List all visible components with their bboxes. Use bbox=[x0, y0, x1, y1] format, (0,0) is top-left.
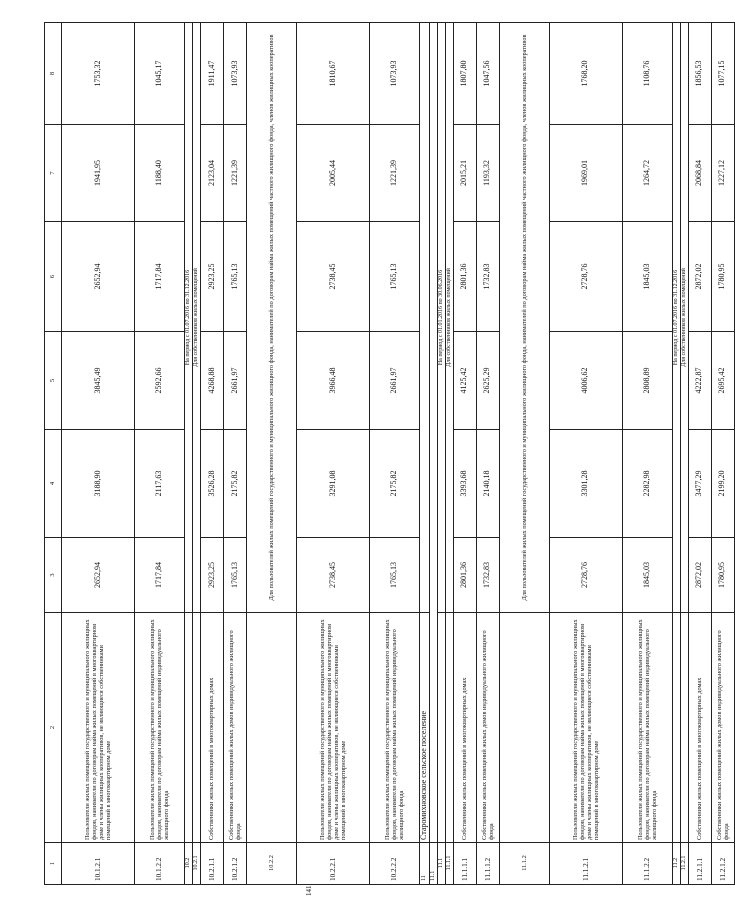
empty-cell bbox=[429, 23, 437, 843]
value-cell: 1765,13 bbox=[370, 538, 420, 613]
group-row bbox=[445, 23, 453, 885]
value-cell: 2592,66 bbox=[135, 332, 185, 430]
group-spacer bbox=[499, 613, 549, 843]
value-cell: 2661,97 bbox=[224, 332, 247, 430]
value-cell: 1768,20 bbox=[549, 23, 622, 125]
value-cell: 2123,04 bbox=[201, 125, 224, 222]
period-row bbox=[185, 23, 193, 885]
value-cell: 2282,98 bbox=[622, 430, 672, 538]
section-title: Старомихновское сельское поселение bbox=[420, 613, 430, 843]
value-cell: 4222,87 bbox=[688, 332, 711, 430]
value-cell: 2175,82 bbox=[224, 430, 247, 538]
table-row bbox=[297, 23, 370, 885]
tariff-table bbox=[44, 22, 735, 885]
value-cell: 1221,39 bbox=[370, 125, 420, 222]
row-description: Пользователи жилых помещений государственного и муниципального жилищных фондов, наниматели по договорам найма жилых помещений в многоквартирном доме и члены жилищных кооперативов, не являющиеся собственниками помещений в многоквартирном доме bbox=[62, 613, 135, 843]
row-description: Пользователи жилых помещений государственного и муниципального жилищных фондов, наниматели по договорам найма жилых помещений индивидуального жилищного фонда bbox=[370, 613, 420, 843]
row-description: Пользователи жилых помещений государственного и муниципального жилищных фондов, наниматели по договорам найма жилых помещений в многоквартирном доме и члены жилищных кооперативов, не являющиеся собственниками помещений в многоквартирном доме bbox=[549, 613, 622, 843]
value-cell: 3966,48 bbox=[297, 332, 370, 430]
group-label: Для пользователей жилых помещений государственного и муниципального жилищного фонда, нанимателей по договорам найма жилых помещений частного жилищного фонда, членов жилищных кооперативов bbox=[247, 23, 297, 613]
row-description: Пользователи жилых помещений государственного и муниципального жилищных фондов, наниматели по договорам найма жилых помещений в многоквартирном доме и члены жилищных кооперативов, не являющиеся собственниками помещений в многоквартирном доме bbox=[297, 613, 370, 843]
row-code: 11.1 bbox=[429, 843, 437, 885]
column-header: 7 bbox=[45, 125, 62, 222]
group-label: Для собственников жилых помещений bbox=[445, 23, 453, 613]
row-description: Собственники жилых помещений жилых домов индивидуального жилищного фонда bbox=[711, 613, 734, 843]
table-row bbox=[549, 23, 622, 885]
column-header: 3 bbox=[45, 538, 62, 613]
value-cell: 2728,76 bbox=[549, 222, 622, 332]
table-body bbox=[45, 23, 735, 885]
row-description: Собственники жилых помещений жилых домов индивидуального жилищного фонда bbox=[476, 613, 499, 843]
value-cell: 3845,49 bbox=[62, 332, 135, 430]
row-code: 11 bbox=[420, 843, 430, 885]
value-cell: 4268,88 bbox=[201, 332, 224, 430]
column-header: 4 bbox=[45, 430, 62, 538]
group-row bbox=[499, 23, 549, 885]
value-cell: 3188,90 bbox=[62, 430, 135, 538]
row-code: 10.2.1 bbox=[193, 843, 201, 885]
row-code: 11.2 bbox=[672, 843, 680, 885]
value-cell: 3291,08 bbox=[297, 430, 370, 538]
value-cell: 4006,62 bbox=[549, 332, 622, 430]
value-cell: 3393,68 bbox=[453, 430, 476, 538]
value-cell: 1073,93 bbox=[224, 23, 247, 125]
column-header: 6 bbox=[45, 222, 62, 332]
table-row bbox=[622, 23, 672, 885]
value-cell: 1073,93 bbox=[370, 23, 420, 125]
value-cell: 2015,21 bbox=[453, 125, 476, 222]
value-cell: 2738,45 bbox=[297, 538, 370, 613]
value-cell: 1856,53 bbox=[688, 23, 711, 125]
row-description: Пользователи жилых помещений государственного и муниципального жилищных фондов, наниматели по договорам найма жилых помещений индивидуального жилищного фонда bbox=[622, 613, 672, 843]
value-cell: 2695,42 bbox=[711, 332, 734, 430]
value-cell: 1717,84 bbox=[135, 538, 185, 613]
value-cell: 1807,80 bbox=[453, 23, 476, 125]
value-cell: 1077,15 bbox=[711, 23, 734, 125]
value-cell: 1765,13 bbox=[224, 538, 247, 613]
tariff-table-sheet bbox=[44, 23, 730, 885]
value-cell: 2923,25 bbox=[201, 538, 224, 613]
group-label: Для пользователей жилых помещений государственного и муниципального жилищного фонда, нанимателей по договорам найма жилых помещений частного жилищного фонда, членов жилищных кооперативов bbox=[499, 23, 549, 613]
row-description: Собственники жилых помещений жилых домов индивидуального жилищного фонда bbox=[224, 613, 247, 843]
value-cell: 1188,40 bbox=[135, 125, 185, 222]
column-header: 2 bbox=[45, 613, 62, 843]
value-cell: 1765,13 bbox=[224, 222, 247, 332]
value-cell: 2728,76 bbox=[549, 538, 622, 613]
value-cell: 1047,56 bbox=[476, 23, 499, 125]
empty-row bbox=[429, 23, 437, 885]
table-row bbox=[201, 23, 224, 885]
table-header-row bbox=[45, 23, 62, 885]
column-header: 5 bbox=[45, 332, 62, 430]
period-spacer bbox=[437, 613, 445, 843]
row-description: Пользователи жилых помещений государственного и муниципального жилищных фондов, наниматели по договорам найма жилых помещений индивидуального жилищного фонда bbox=[135, 613, 185, 843]
table-row bbox=[688, 23, 711, 885]
value-cell: 2923,25 bbox=[201, 222, 224, 332]
table-row bbox=[453, 23, 476, 885]
value-cell: 1753,32 bbox=[62, 23, 135, 125]
row-code: 11.2.1.1 bbox=[688, 843, 711, 885]
table-row bbox=[224, 23, 247, 885]
period-spacer bbox=[185, 613, 193, 843]
row-description: Собственники жилых помещений в многоквартирных домах bbox=[201, 613, 224, 843]
period-label: На период с 01.07.2016 по 31.12.2016 bbox=[185, 23, 193, 613]
row-code: 11.2.1 bbox=[680, 843, 688, 885]
value-cell: 1941,95 bbox=[62, 125, 135, 222]
group-row bbox=[247, 23, 297, 885]
value-cell: 1780,95 bbox=[711, 538, 734, 613]
value-cell: 3477,29 bbox=[688, 430, 711, 538]
row-code: 11.2.1.2 bbox=[711, 843, 734, 885]
value-cell: 1732,83 bbox=[476, 222, 499, 332]
period-spacer bbox=[672, 613, 680, 843]
value-cell: 2175,82 bbox=[370, 430, 420, 538]
section-spacer bbox=[420, 23, 430, 613]
value-cell: 1227,12 bbox=[711, 125, 734, 222]
value-cell: 1911,47 bbox=[201, 23, 224, 125]
row-code: 10.2.2 bbox=[247, 843, 297, 885]
group-label: Для собственников жилых помещений bbox=[680, 23, 688, 613]
value-cell: 2801,36 bbox=[453, 222, 476, 332]
row-code: 11.1.2.1 bbox=[549, 843, 622, 885]
value-cell: 2068,84 bbox=[688, 125, 711, 222]
group-spacer bbox=[680, 613, 688, 843]
group-spacer bbox=[193, 613, 201, 843]
value-cell: 1765,13 bbox=[370, 222, 420, 332]
row-code: 11.1.1 bbox=[445, 843, 453, 885]
group-spacer bbox=[247, 613, 297, 843]
value-cell: 1845,03 bbox=[622, 538, 672, 613]
value-cell: 2625,29 bbox=[476, 332, 499, 430]
row-code: 10.2.1.1 bbox=[201, 843, 224, 885]
value-cell: 2005,44 bbox=[297, 125, 370, 222]
column-header: 1 bbox=[45, 843, 62, 885]
value-cell: 2652,94 bbox=[62, 222, 135, 332]
row-code: 11.1 bbox=[437, 843, 445, 885]
group-label: Для собственников жилых помещений bbox=[193, 23, 201, 613]
row-code: 10.2 bbox=[185, 843, 193, 885]
period-row bbox=[437, 23, 445, 885]
group-row bbox=[680, 23, 688, 885]
value-cell: 1845,03 bbox=[622, 222, 672, 332]
period-label: На период с 01.01.2016 по 30.06.2016 bbox=[437, 23, 445, 613]
table-row bbox=[135, 23, 185, 885]
table-row bbox=[476, 23, 499, 885]
row-code: 10.1.2.2 bbox=[135, 843, 185, 885]
row-code: 10.1.2.1 bbox=[62, 843, 135, 885]
value-cell: 1717,84 bbox=[135, 222, 185, 332]
value-cell: 1264,72 bbox=[622, 125, 672, 222]
value-cell: 1732,83 bbox=[476, 538, 499, 613]
value-cell: 2199,20 bbox=[711, 430, 734, 538]
section-row bbox=[420, 23, 430, 885]
value-cell: 3526,28 bbox=[201, 430, 224, 538]
value-cell: 2872,02 bbox=[688, 538, 711, 613]
value-cell: 2117,63 bbox=[135, 430, 185, 538]
value-cell: 1108,76 bbox=[622, 23, 672, 125]
row-code: 11.1.1.1 bbox=[453, 843, 476, 885]
value-cell: 2808,89 bbox=[622, 332, 672, 430]
row-description: Собственники жилых помещений в многоквартирных домах bbox=[688, 613, 711, 843]
page-number: 141 bbox=[305, 885, 313, 896]
value-cell: 3301,28 bbox=[549, 430, 622, 538]
value-cell: 2738,45 bbox=[297, 222, 370, 332]
row-code: 11.1.1.2 bbox=[476, 843, 499, 885]
value-cell: 2872,02 bbox=[688, 222, 711, 332]
value-cell: 1780,95 bbox=[711, 222, 734, 332]
row-code: 11.1.2 bbox=[499, 843, 549, 885]
row-code: 10.2.1.2 bbox=[224, 843, 247, 885]
row-code: 10.2.2.1 bbox=[297, 843, 370, 885]
value-cell: 2652,94 bbox=[62, 538, 135, 613]
row-code: 10.2.2.2 bbox=[370, 843, 420, 885]
value-cell: 1810,67 bbox=[297, 23, 370, 125]
value-cell: 1193,32 bbox=[476, 125, 499, 222]
row-description: Собственники жилых помещений в многоквартирных домах bbox=[453, 613, 476, 843]
column-header: 8 bbox=[45, 23, 62, 125]
period-row bbox=[672, 23, 680, 885]
group-row bbox=[193, 23, 201, 885]
value-cell: 2801,36 bbox=[453, 538, 476, 613]
table-row bbox=[62, 23, 135, 885]
value-cell: 4125,42 bbox=[453, 332, 476, 430]
value-cell: 2661,97 bbox=[370, 332, 420, 430]
value-cell: 2140,18 bbox=[476, 430, 499, 538]
table-row bbox=[711, 23, 734, 885]
value-cell: 1969,01 bbox=[549, 125, 622, 222]
row-code: 11.1.2.2 bbox=[622, 843, 672, 885]
table-row bbox=[370, 23, 420, 885]
group-spacer bbox=[445, 613, 453, 843]
value-cell: 1045,17 bbox=[135, 23, 185, 125]
period-label: На период с 01.07.2016 по 31.12.2016 bbox=[672, 23, 680, 613]
value-cell: 1221,39 bbox=[224, 125, 247, 222]
